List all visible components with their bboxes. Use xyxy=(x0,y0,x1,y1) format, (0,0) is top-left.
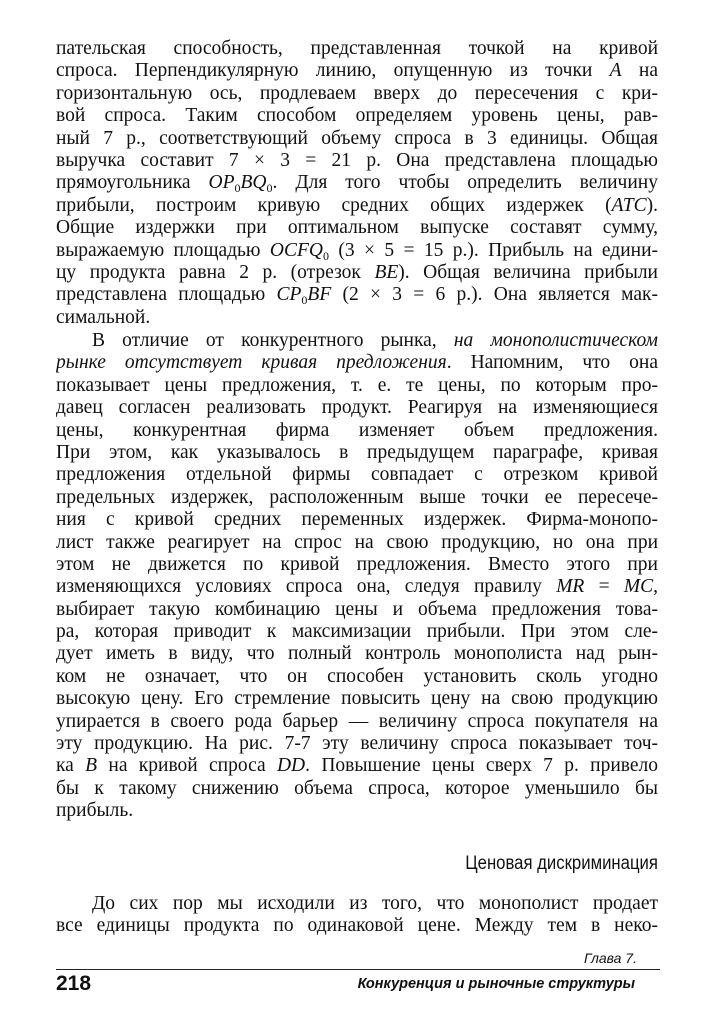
text-run: цены, конкурентная фирма изменяет объем предложения. xyxy=(56,419,658,441)
text-line xyxy=(56,128,658,150)
text-run: выбирает такую комбинацию цены и объема предложения това- xyxy=(56,598,658,620)
text-line xyxy=(56,666,658,688)
text-run: высокую цену. Его стремление повысить цену на свою продукцию xyxy=(56,688,658,710)
text-run: , xyxy=(653,576,658,598)
text-line xyxy=(56,352,658,374)
italic-text: A xyxy=(609,60,622,82)
text-line xyxy=(56,532,658,554)
paragraph-price-discrimination xyxy=(56,893,658,938)
text-run: представлена площадью xyxy=(56,284,277,306)
text-line xyxy=(56,375,658,397)
text-run: горизонтальную ось, продлеваем вверх до пересечения с кри- xyxy=(56,82,658,104)
italic-text: MC xyxy=(623,576,654,598)
text-line xyxy=(56,915,658,937)
text-line xyxy=(56,711,658,733)
text-line xyxy=(56,800,658,822)
text-run: ). xyxy=(646,194,658,216)
subscript-text: 0 xyxy=(266,181,273,195)
text-run: При этом, как указывалось в предыдущем параграфе, кривая xyxy=(56,441,658,463)
text-run: = xyxy=(584,576,624,598)
italic-text: OP xyxy=(208,172,235,194)
text-run: пательская способность, представленная точкой на кривой xyxy=(56,38,658,59)
subscript-text: 0 xyxy=(322,248,329,262)
text-line xyxy=(56,554,658,576)
text-run: цу продукта равна 2 р. (отрезок xyxy=(56,261,375,283)
text-line xyxy=(56,688,658,710)
text-line xyxy=(56,105,658,127)
text-run: упирается в своего рода барьер — величину спроса покупателя на xyxy=(56,710,658,732)
italic-text: ATC xyxy=(611,194,647,216)
text-line xyxy=(56,621,658,643)
italic-text: CP xyxy=(276,284,302,306)
text-line xyxy=(56,487,658,509)
text-line xyxy=(56,643,658,665)
text-line xyxy=(56,240,658,262)
text-line xyxy=(56,262,658,284)
text-line xyxy=(56,307,658,329)
text-line xyxy=(56,330,658,352)
text-run: вой спроса. Таким способом определяем уровень цены, рав- xyxy=(56,105,658,127)
footer-chapter-label: Глава 7. xyxy=(583,950,637,966)
text-run: выражаемую площадью xyxy=(56,239,270,261)
text-run: (2 × 3 = 6 р.). Она является мак- xyxy=(331,284,658,306)
text-line xyxy=(56,195,658,217)
text-run: лист также реагирует на спрос на свою продукцию, но она при xyxy=(56,531,658,553)
text-run: ный 7 р., соответствующий объему спроса в 3 единицы. Общая xyxy=(56,127,658,149)
text-run: ). Общая величина прибыли xyxy=(398,261,658,283)
text-line xyxy=(56,420,658,442)
text-run: прямоугольника xyxy=(56,172,209,194)
text-line xyxy=(56,83,658,105)
text-line xyxy=(56,60,658,82)
text-run: предельных издержек, расположенным выше точки ее пересече- xyxy=(56,486,658,508)
text-run: прибыли, построим кривую средних общих издержек ( xyxy=(56,194,612,216)
paragraph-monopoly-supply-curve xyxy=(56,330,658,823)
text-line xyxy=(56,733,658,755)
text-line xyxy=(56,217,658,239)
italic-text: DD xyxy=(276,755,306,777)
section-heading: Ценовая дискриминация xyxy=(465,853,658,874)
italic-text: BF xyxy=(307,284,332,306)
text-run: предложения отдельной фирмы совпадает с отрезком кривой xyxy=(56,464,658,486)
text-run: все единицы продукта по одинаковой цене. Между тем в неко- xyxy=(56,915,658,937)
italic-text: на монополистическом xyxy=(453,330,658,351)
text-run: . Напомним, что она xyxy=(446,352,658,374)
running-title: Конкуренция и рыночные структуры xyxy=(357,976,635,992)
text-line xyxy=(56,464,658,486)
text-run: ра, которая приводит к максимизации прибыли. При этом сле- xyxy=(56,621,658,643)
text-run: ка xyxy=(56,755,86,777)
italic-text: OCFQ xyxy=(269,239,323,261)
text-run: этом не движется по кривой предложения. Вместо этого при xyxy=(56,553,658,575)
text-run: дует иметь в виду, что полный контроль монополиста над рын- xyxy=(56,643,658,665)
text-line xyxy=(56,893,658,915)
text-line xyxy=(56,150,658,172)
text-run: Общие издержки при оптимальном выпуске составят сумму, xyxy=(56,217,658,239)
text-run: симальной. xyxy=(56,306,151,328)
text-run: спроса. Перпендикулярную линию, опущенную из точки xyxy=(56,60,610,82)
footer-divider xyxy=(56,969,660,970)
text-line xyxy=(56,778,658,800)
text-run: на xyxy=(621,60,658,82)
italic-text: BE xyxy=(374,261,399,283)
text-run: прибыль. xyxy=(56,800,134,822)
text-run: . Повышение цены сверх 7 р. привело xyxy=(305,755,658,777)
text-line xyxy=(56,599,658,621)
text-run: показывает цены предложения, т. е. те цены, по которым про- xyxy=(56,374,658,396)
text-run: До сих пор мы исходили из того, что монополист продает xyxy=(92,893,658,914)
text-run: изменяющихся условиях спроса она, следуя правилу xyxy=(56,576,557,598)
text-run: выручка составит 7 × 3 = 21 р. Она представлена площадью xyxy=(56,149,658,171)
text-run: . Для того чтобы определить величину xyxy=(272,172,658,194)
page-number: 218 xyxy=(56,972,92,995)
text-run: ком не означает, что он способен установить сколь угодно xyxy=(56,665,658,687)
paragraph-profit-explanation xyxy=(56,38,658,329)
subscript-text: 0 xyxy=(234,181,241,195)
text-run: на кривой спроса xyxy=(97,755,277,777)
text-line xyxy=(56,442,658,464)
text-line xyxy=(56,38,658,60)
text-run: давец согласен реализовать продукт. Реагируя на изменяющиеся xyxy=(56,397,658,419)
text-run: В отличие от конкурентного рынка, xyxy=(92,330,454,351)
text-run: (3 × 5 = 15 р.). Прибыль на едини- xyxy=(328,239,658,261)
italic-text: MR xyxy=(556,576,585,598)
text-line xyxy=(56,172,658,194)
text-line xyxy=(56,509,658,531)
text-line xyxy=(56,397,658,419)
text-run: бы к такому снижению объема спроса, которое уменьшило бы xyxy=(56,777,658,799)
italic-text: рынке отсутствует кривая предложения xyxy=(56,352,447,374)
text-line xyxy=(56,576,658,598)
italic-text: BQ xyxy=(240,172,267,194)
text-run: эту продукцию. На рис. 7-7 эту величину спроса показывает точ- xyxy=(56,733,658,755)
text-run: ния с кривой средних переменных издержек. Фирма-монопо- xyxy=(56,509,658,531)
subscript-text: 0 xyxy=(301,293,308,307)
italic-text: B xyxy=(85,755,98,777)
text-line xyxy=(56,284,658,306)
text-line xyxy=(56,755,658,777)
